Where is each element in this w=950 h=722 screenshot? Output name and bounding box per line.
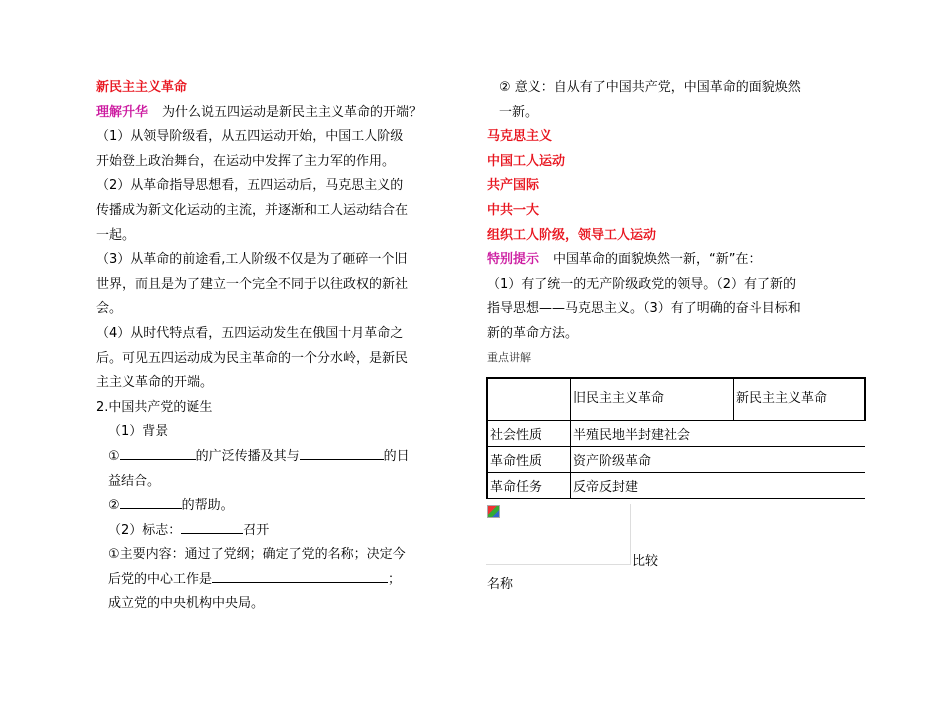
fill-blank-5[interactable] (212, 568, 388, 583)
name-label: 名称 (487, 577, 514, 592)
tip-line-1: （1）有了统一的无产阶级政党的领导。（2）有了新的 (487, 276, 797, 292)
sign-line: （2）标志： 召开 (96, 519, 436, 544)
table-row (487, 420, 865, 446)
header-old: 旧民主主义革命 (571, 378, 734, 420)
section-title: 新民主主义革命 (96, 80, 188, 95)
fill-blank-3[interactable] (120, 494, 182, 509)
comparison-table (486, 377, 866, 499)
background-heading: （1）背景 (108, 424, 169, 440)
para-3-line-2: 世界，而且是为了建立一个完全不同于以往政权的新社 (96, 276, 409, 292)
meaning-line-2: 一新。 (499, 104, 539, 120)
para-2-line-1: （2）从革命指导思想看，五四运动后，马克思主义的 (96, 178, 404, 194)
table-row (487, 378, 865, 420)
row-value-society: 半殖民地半封建社会 (571, 420, 866, 446)
tag-understand: 理解升华 (96, 104, 149, 120)
tag-tip: 特别提示 (487, 252, 540, 268)
fill-blank-2[interactable] (300, 445, 384, 460)
broken-image-placeholder (486, 504, 631, 565)
row-value-task: 反帝反封建 (571, 472, 866, 498)
meaning-line-1: ② 意义：自从有了中国共产党，中国革命的面貌焕然 (499, 80, 801, 95)
tip-line-2: 指导思想——马克思主义。（3）有了明确的奋斗目标和 (487, 301, 801, 317)
blank-line-2: ② 的帮助。 (96, 494, 436, 519)
para-3-line-1: （3）从革命的前途看,工人阶级不仅是为了砸碎一个旧 (96, 252, 408, 268)
section-heading: 2.中国共产党的诞生 (96, 399, 213, 415)
row-value-nature: 资产阶级革命 (571, 446, 866, 472)
table-row (487, 472, 865, 498)
tip-line: 特别提示 中国革命的面貌焕然一新，“新”在： (487, 252, 762, 268)
para-1-line-2: 开始登上政治舞台，在运动中发挥了主力军的作用。 (96, 153, 396, 169)
broken-image-icon (487, 505, 500, 518)
question-text: 为什么说五四运动是新民主主义革命的开端？ (162, 104, 423, 120)
answer-4: 中共一大 (487, 202, 540, 218)
key-points-label: 重点讲解 (487, 350, 531, 364)
para-2-line-3: 一起。 (96, 227, 136, 243)
blank-line-1-cont: 益结合。 (108, 473, 161, 489)
para-4-line-2: 后。可见五四运动成为民主革命的一个分水岭，是新民 (96, 350, 409, 366)
content-line-2: 后党的中心工作是 ； (96, 568, 436, 593)
para-2-line-2: 传播成为新文化运动的主流，并逐渐和工人运动结合在 (96, 202, 409, 218)
right-column (487, 76, 867, 369)
fill-blank-4[interactable] (181, 519, 243, 534)
content-line-3: 成立党的中央机构中央局。 (108, 596, 265, 612)
answer-1: 马克思主义 (487, 129, 553, 145)
para-4-line-3: 主主义革命的开端。 (96, 375, 214, 391)
para-3-line-3: 会。 (96, 301, 123, 317)
tip-line-3: 新的革命方法。 (487, 325, 579, 341)
row-label-society: 社会性质 (487, 420, 571, 446)
compare-label: 比较 (632, 554, 659, 569)
content-line-1: ①主要内容：通过了党纲；确定了党的名称；决定今 (108, 547, 406, 563)
para-1-line-1: （1）从领导阶级看，从五四运动开始，中国工人阶级 (96, 129, 404, 145)
left-column (96, 76, 436, 617)
blank-line-1: ① 的广泛传播及其与 的日 (96, 445, 436, 470)
row-label-task: 革命任务 (487, 472, 571, 498)
question-line (96, 101, 436, 126)
answer-5: 组织工人阶级，领导工人运动 (487, 227, 657, 243)
table-row (487, 446, 865, 472)
para-4-line-1: （4）从时代特点看，五四运动发生在俄国十月革命之 (96, 325, 404, 341)
header-new: 新民主主义革命 (734, 378, 866, 420)
fill-blank-1[interactable] (120, 445, 196, 460)
answer-3: 共产国际 (487, 178, 540, 194)
row-label-nature: 革命性质 (487, 446, 571, 472)
answer-2: 中国工人运动 (487, 153, 566, 169)
